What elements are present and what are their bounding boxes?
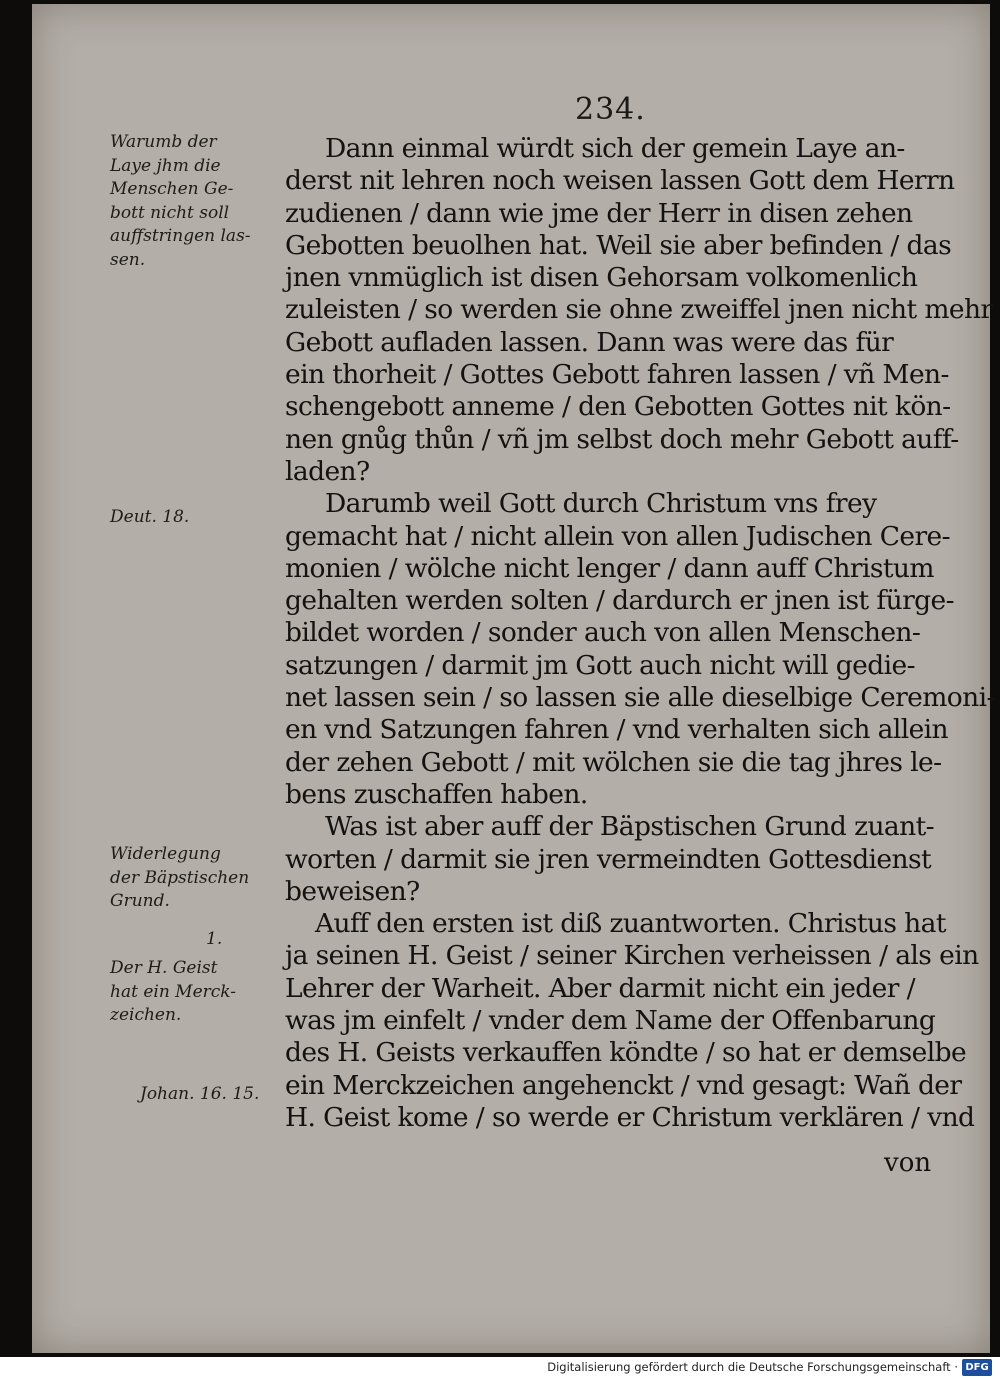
margin-note-line: Widerlegung bbox=[110, 844, 221, 864]
text-line: ein Merckzeichen angehenckt / vnd gesagt: Wañ der bbox=[285, 1069, 962, 1101]
text-line: jnen vnmüglich ist disen Gehorsam volkomenlich bbox=[285, 262, 918, 294]
margin-note-line: Der H. Geist bbox=[110, 958, 218, 978]
margin-note-line: zeichen. bbox=[110, 1005, 182, 1025]
margin-note-laity bbox=[110, 131, 282, 272]
margin-note-line: 1. bbox=[206, 929, 223, 949]
footer-bar bbox=[0, 1357, 1000, 1379]
margin-note-line: hat ein Merck- bbox=[110, 981, 237, 1002]
text-line: gemacht hat / nicht allein von allen Judischen Cere- bbox=[285, 520, 950, 552]
text-line: H. Geist kome / so werde er Christum verklären / vnd bbox=[285, 1101, 975, 1133]
text-line: zudienen / dann wie jme der Herr in disen zehen bbox=[285, 197, 913, 229]
text-line: laden? bbox=[285, 455, 370, 487]
margin-note-line: sen. bbox=[110, 249, 146, 270]
margin-note-line: Warumb der bbox=[110, 132, 217, 152]
text-line: der zehen Gebott / mit wölchen sie die tag jhres le- bbox=[285, 746, 942, 778]
text-line: Darumb weil Gott durch Christum vns frey bbox=[325, 488, 877, 520]
margin-note-line: Laye jhm die bbox=[110, 155, 221, 176]
text-line: en vnd Satzungen fahren / vnd verhalten sich allein bbox=[285, 714, 948, 746]
margin-note-holy-spirit bbox=[110, 957, 282, 1028]
text-line: Was ist aber auff der Bäpstischen Grund zuant- bbox=[325, 811, 934, 843]
text-line: nen gnůg thůn / vñ jm selbst doch mehr Gebott auff- bbox=[285, 423, 959, 455]
text-line: Gebotten beuolhen hat. Weil sie aber befinden / das bbox=[285, 229, 952, 261]
text-line: satzungen / darmit jm Gott auch nicht will gedie- bbox=[285, 649, 915, 681]
text-line: ja seinen H. Geist / seiner Kirchen verheissen / als ein bbox=[285, 940, 979, 972]
text-line: worten / darmit sie jren vermeindten Gottesdienst bbox=[285, 843, 932, 875]
page-number: 234. bbox=[575, 92, 646, 127]
margin-note-line: Menschen Ge- bbox=[110, 179, 234, 199]
text-line: gehalten werden solten / dardurch er jnen ist fürge- bbox=[285, 585, 954, 617]
funding-credit: Digitalisierung gefördert durch die Deutsche Forschungsgemeinschaft · bbox=[547, 1360, 958, 1374]
catchword: von bbox=[884, 1148, 932, 1178]
text-line: Lehrer der Warheit. Aber darmit nicht ein jeder / bbox=[285, 972, 915, 1004]
body-text bbox=[285, 133, 995, 1134]
margin-note-line: auffstringen las- bbox=[110, 226, 251, 246]
text-line: Gebott aufladen lassen. Dann was were das für bbox=[285, 326, 894, 358]
margin-note-line: bott nicht soll bbox=[110, 202, 230, 223]
text-line: was jm einfelt / vnder dem Name der Offenbarung bbox=[285, 1005, 936, 1037]
text-line: Dann einmal würdt sich der gemein Laye an- bbox=[325, 133, 905, 164]
text-line: ein thorheit / Gottes Gebott fahren lassen / vñ Men- bbox=[285, 359, 949, 391]
margin-note-line: Grund. bbox=[110, 891, 170, 911]
text-line: monien / wölche nicht lenger / dann auff Christum bbox=[285, 552, 934, 584]
text-line: des H. Geists verkauffen köndte / so hat er demselbe bbox=[285, 1037, 967, 1069]
text-line: bildet worden / sonder auch von allen Menschen- bbox=[285, 617, 921, 649]
margin-note-refutation bbox=[110, 843, 282, 914]
text-line: schengebott anneme / den Gebotten Gottes nit kön- bbox=[285, 391, 951, 423]
dfg-logo-icon: DFG bbox=[962, 1359, 992, 1376]
text-line: net lassen sein / so lassen sie alle dieselbige Ceremoni- bbox=[285, 682, 995, 714]
margin-note-line: der Bäpstischen bbox=[110, 867, 250, 888]
text-line: Auff den ersten ist diß zuantworten. Christus hat bbox=[315, 908, 946, 940]
text-line: bens zuschaffen haben. bbox=[285, 778, 588, 810]
text-line: derst nit lehren noch weisen lassen Gott dem Herrn bbox=[285, 165, 955, 197]
margin-note-line: Johan. 16. 15. bbox=[140, 1084, 260, 1104]
margin-note-line: Deut. 18. bbox=[110, 507, 190, 527]
margin-note-deut bbox=[110, 506, 282, 530]
text-line: beweisen? bbox=[285, 875, 420, 907]
text-line: zuleisten / so werden sie ohne zweiffel jnen nicht mehr bbox=[285, 294, 993, 326]
